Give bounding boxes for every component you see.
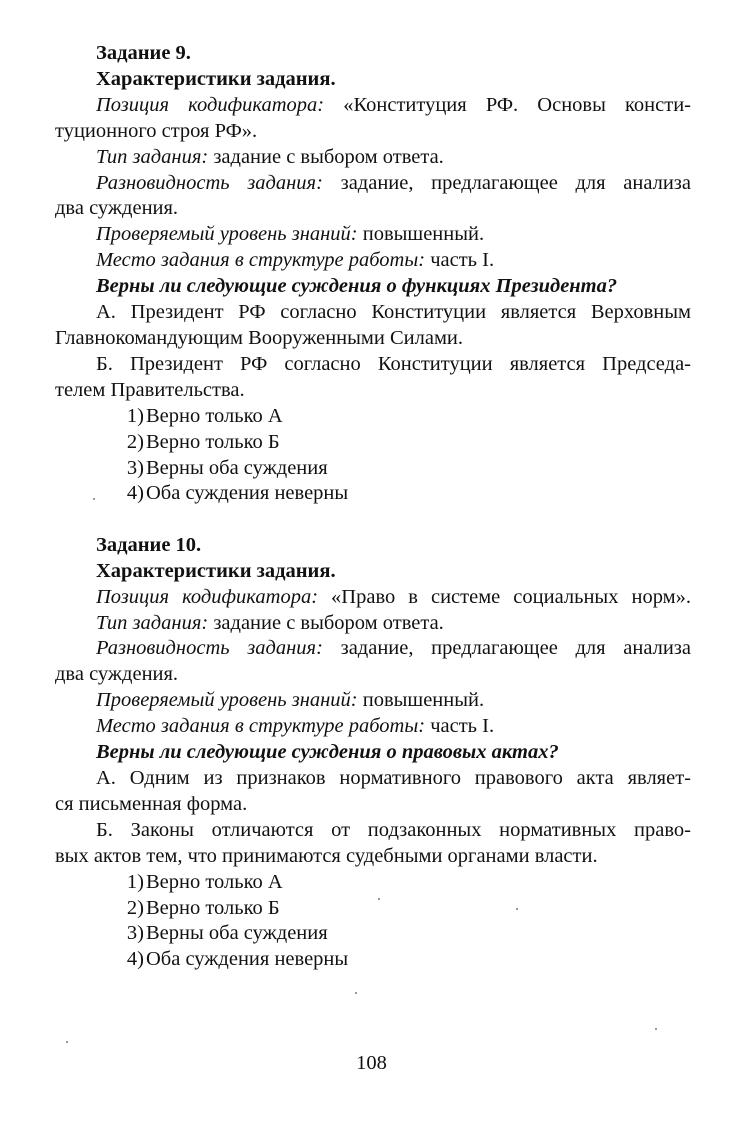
task-10-place-line — [55, 714, 691, 740]
answer-option-number: 4) — [126, 482, 144, 505]
task-10-codifier-line — [55, 585, 691, 611]
task-9-type-label: Тип задания: — [96, 145, 209, 168]
task-10-place-label: Место задания в структуре работы: — [96, 715, 426, 738]
task-9-type-value: задание с выбором ответа. — [208, 145, 444, 168]
task-9-section — [55, 41, 691, 507]
answer-option — [55, 404, 691, 430]
task-10-level-value: повышенный. — [357, 689, 485, 712]
document-page — [55, 41, 691, 973]
task-10-type-value: задание с выбором ответа. — [208, 611, 444, 634]
task-10-variety-line-1 — [55, 636, 691, 662]
answer-option-text: Верны оба суждения — [146, 456, 328, 479]
task-9-statement-b-line-1: Б. Президент РФ согласно Конституции является Председа- — [96, 352, 691, 375]
answer-option — [55, 870, 691, 896]
scan-speck — [66, 1041, 68, 1043]
task-9-level-label: Проверяемый уровень знаний: — [96, 223, 358, 246]
section-spacer — [55, 507, 691, 533]
task-10-section — [55, 533, 691, 973]
task-10-characteristics-heading: Характеристики задания. — [96, 559, 336, 582]
answer-option-number: 3) — [126, 922, 144, 945]
task-9-statement-a-line-1: А. Президент РФ согласно Конституции является Верховным — [96, 301, 691, 324]
task-10-question: Верны ли следующие суждения о правовых актах? — [96, 741, 559, 764]
task-9-codifier-value-1: «Конституция РФ. Основы консти- — [324, 93, 692, 116]
task-10-title: Задание 10. — [96, 533, 202, 556]
task-9-type-line — [55, 145, 691, 171]
task-9-options-list — [55, 404, 691, 508]
answer-option — [55, 896, 691, 922]
answer-option — [55, 481, 691, 507]
answer-option-text: Верно только А — [146, 404, 283, 427]
answer-option — [55, 947, 691, 973]
answer-option-number: 2) — [126, 430, 144, 453]
task-9-variety-label: Разновидность задания: — [96, 171, 323, 194]
task-9-question: Верны ли следующие суждения о функциях Президента? — [96, 275, 618, 298]
scan-speck — [355, 992, 357, 994]
answer-option — [55, 921, 691, 947]
task-9-place-line — [55, 248, 691, 274]
task-9-level-value: повышенный. — [357, 223, 485, 246]
task-9-statement-a-line-2: Главнокомандующим Вооруженными Силами. — [55, 326, 464, 349]
answer-option-text: Верно только Б — [146, 896, 280, 919]
scan-speck — [378, 898, 380, 900]
task-10-statement-b-line-2: вых актов тем, что принимаются судебными органами власти. — [55, 844, 598, 867]
task-9-statement-b-line-2: телем Правительства. — [55, 378, 245, 401]
task-9-codifier-line-1 — [55, 93, 691, 119]
answer-option — [55, 430, 691, 456]
answer-option-text: Верны оба суждения — [146, 922, 328, 945]
task-10-type-label: Тип задания: — [96, 611, 209, 634]
task-10-codifier-label: Позиция кодификатора: — [96, 585, 319, 608]
task-9-place-value: часть I. — [425, 249, 495, 272]
page-number: 108 — [356, 1052, 387, 1074]
scan-speck — [655, 1028, 657, 1030]
task-10-variety-value-1: задание, предлагающее для анализа — [322, 637, 691, 660]
answer-option-text: Оба суждения неверны — [146, 948, 349, 971]
scan-speck — [93, 498, 95, 500]
task-10-level-line — [55, 688, 691, 714]
task-9-characteristics-heading: Характеристики задания. — [96, 67, 336, 90]
task-9-level-line — [55, 222, 691, 248]
answer-option-number: 1) — [126, 870, 144, 893]
task-10-level-label: Проверяемый уровень знаний: — [96, 689, 358, 712]
answer-option-number: 4) — [126, 948, 144, 971]
answer-option-number: 3) — [126, 456, 144, 479]
answer-option-text: Оба суждения неверны — [146, 482, 349, 505]
answer-option-number: 1) — [126, 404, 144, 427]
task-10-options-list — [55, 870, 691, 974]
answer-option-text: Верно только А — [146, 870, 283, 893]
task-10-statement-b-line-1: Б. Законы отличаются от подзаконных нормативных право- — [96, 818, 691, 841]
task-9-variety-value-1: задание, предлагающее для анализа — [322, 171, 691, 194]
answer-option — [55, 456, 691, 482]
scan-speck — [516, 908, 518, 910]
task-9-place-label: Место задания в структуре работы: — [96, 249, 426, 272]
task-9-codifier-label: Позиция кодификатора: — [96, 93, 325, 116]
task-9-codifier-line-2: туционного строя РФ». — [55, 119, 258, 142]
task-10-codifier-value: «Право в системе социальных норм». — [318, 585, 691, 608]
task-10-place-value: часть I. — [425, 715, 495, 738]
task-9-variety-line-1 — [55, 171, 691, 197]
task-10-type-line — [55, 611, 691, 637]
task-9-variety-line-2: два суждения. — [55, 197, 179, 220]
task-10-statement-a-line-1: А. Одним из признаков нормативного правового акта являет- — [96, 766, 691, 789]
task-10-variety-label: Разновидность задания: — [96, 637, 323, 660]
task-10-variety-line-2: два суждения. — [55, 663, 179, 686]
answer-option-text: Верно только Б — [146, 430, 280, 453]
answer-option-number: 2) — [126, 896, 144, 919]
task-9-title: Задание 9. — [96, 42, 191, 64]
task-10-statement-a-line-2: ся письменная форма. — [55, 792, 248, 815]
